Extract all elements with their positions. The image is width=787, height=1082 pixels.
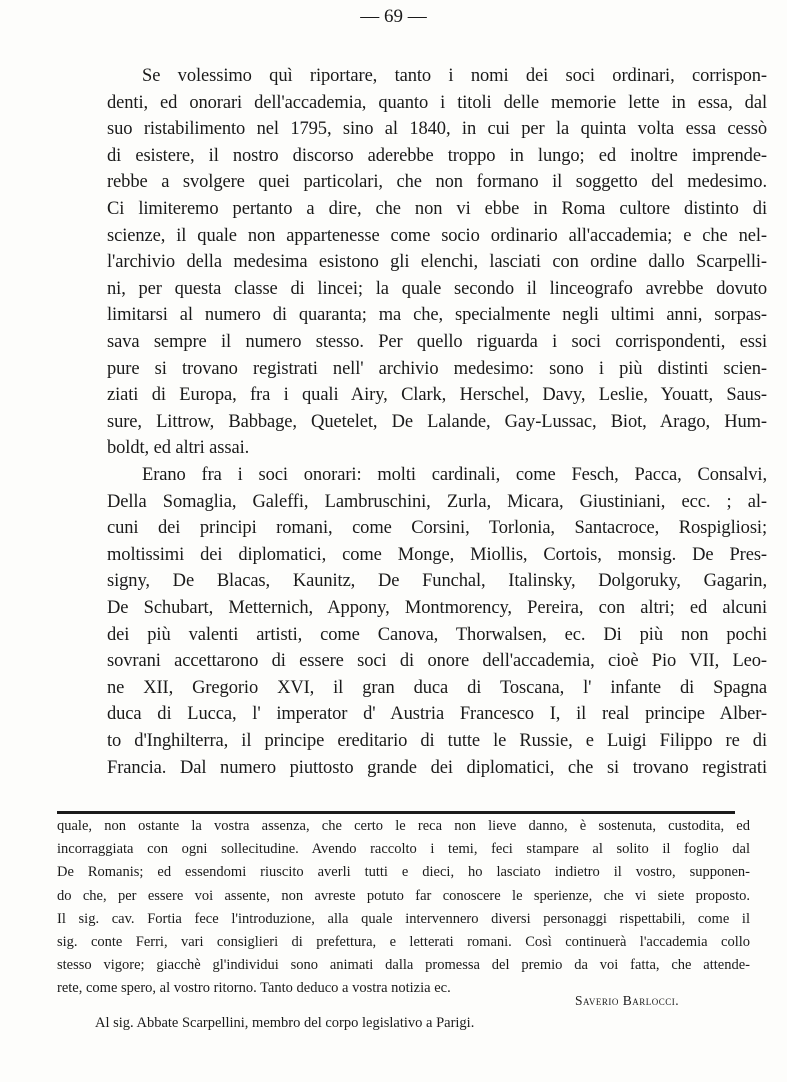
text-line: sovrani accettarono di essere soci di onore dell'accademia, cioè Pio VII, Leo- [107, 651, 767, 672]
footnote-line: De Romanis; ed essendomi riuscito averli tutti e dieci, ho lasciato indietro il vostro, supponen- [57, 864, 750, 881]
text-line: ne XII, Gregorio XVI, il gran duca di Toscana, l' infante di Spagna [107, 677, 767, 698]
text-line: cuni dei principi romani, come Corsini, Torlonia, Santacroce, Rospigliosi; [107, 518, 767, 539]
footnote-line: rete, come spero, al vostro ritorno. Tanto deduco a vostra notizia ec. [57, 980, 451, 997]
footnote-line: stesso vigore; giacchè gl'individui sono animati dalla promessa del premio da voi fatta, che attende- [57, 957, 750, 974]
text-line: ni, per questa classe di lincei; la quale secondo il linceografo avrebbe dovuto [107, 278, 767, 299]
footnote-line: incorraggiata con ogni sollecitudine. Avendo raccolto i temi, feci stampare al solito il foglio dal [57, 841, 750, 858]
signature: Saverio Barlocci. [575, 993, 680, 1008]
text-line: l'archivio della medesima esistono gli elenchi, lasciati con ordine dallo Scarpelli- [107, 252, 767, 273]
page-number: — 69 — [360, 6, 427, 27]
text-line: signy, De Blacas, Kaunitz, De Funchal, Italinsky, Dolgoruky, Gagarin, [107, 571, 767, 592]
footnote-divider [57, 811, 735, 814]
text-line: limitarsi al numero di quaranta; ma che, specialmente negli ultimi anni, sorpas- [107, 305, 767, 326]
text-line: duca di Lucca, l' imperator d' Austria Francesco I, il real principe Alber- [107, 704, 767, 725]
text-line: Ci limiteremo pertanto a dire, che non vi ebbe in Roma cultore distinto di [107, 199, 767, 219]
text-line: boldt, ed altri assai. [107, 438, 250, 459]
text-line: sure, Littrow, Babbage, Quetelet, De Lalande, Gay-Lussac, Biot, Arago, Hum- [107, 411, 767, 432]
text-line: sava sempre il numero stesso. Per quello riguarda i soci corrispondenti, essi [107, 332, 767, 352]
text-line: De Schubart, Metternich, Appony, Montmorency, Pereira, con altri; ed alcuni [107, 598, 767, 618]
text-line: ziati di Europa, fra i quali Airy, Clark, Herschel, Davy, Leslie, Youatt, Saus- [107, 385, 767, 406]
text-line: Se volessimo quì riportare, tanto i nomi dei soci ordinari, corrispon- [142, 66, 767, 86]
text-line: pure si trovano registrati nell' archivio medesimo: sono i più distinti scien- [107, 358, 767, 379]
text-line: denti, ed onorari dell'accademia, quanto i titoli delle memorie lette in essa, dal [107, 92, 767, 113]
footnote-line: Il sig. cav. Fortia fece l'introduzione, alla quale intervennero diversi personaggi rispettabili, come il [57, 910, 750, 927]
text-line: scienze, il quale non appartenesse come socio ordinario all'accademia; e che nel- [107, 225, 767, 246]
text-line: Francia. Dal numero piuttosto grande dei diplomatici, che si trovano registrati [107, 757, 767, 778]
text-line: moltissimi dei diplomatici, come Monge, Miollis, Cortois, monsig. De Pres- [107, 544, 767, 565]
footnote-line: do che, per essere voi assente, non avreste potuto far conoscere le sperienze, che vi siete proposto. [57, 887, 750, 904]
addressee: Al sig. Abbate Scarpellini, membro del corpo legislativo a Parigi. [95, 1015, 475, 1031]
footnote-line: sig. conte Ferri, vari consiglieri di prefettura, e letterati romani. Così continuerà l'accademia collo [57, 934, 750, 950]
footnote-line: quale, non ostante la vostra assenza, che certo le reca non lieve danno, è sostenuta, custodita, ed [57, 818, 750, 834]
text-line: to d'Inghilterra, il principe ereditario di tutte le Russie, e Luigi Filippo re di [107, 731, 767, 751]
text-line: Della Somaglia, Galeffi, Lambruschini, Zurla, Micara, Giustiniani, ecc. ; al- [107, 491, 767, 512]
text-line: rebbe a svolgere quei particolari, che non formano il soggetto del medesimo. [107, 172, 767, 193]
text-line: di esistere, il nostro discorso aderebbe troppo in lungo; ed inoltre imprende- [107, 145, 767, 166]
text-line: Erano fra i soci onorari: molti cardinali, come Fesch, Pacca, Consalvi, [142, 465, 767, 485]
text-line: suo ristabilimento nel 1795, sino al 1840, in cui per la quinta volta essa cessò [107, 119, 767, 140]
text-line: dei più valenti artisti, come Canova, Thorwalsen, ec. Di più non pochi [107, 624, 767, 645]
